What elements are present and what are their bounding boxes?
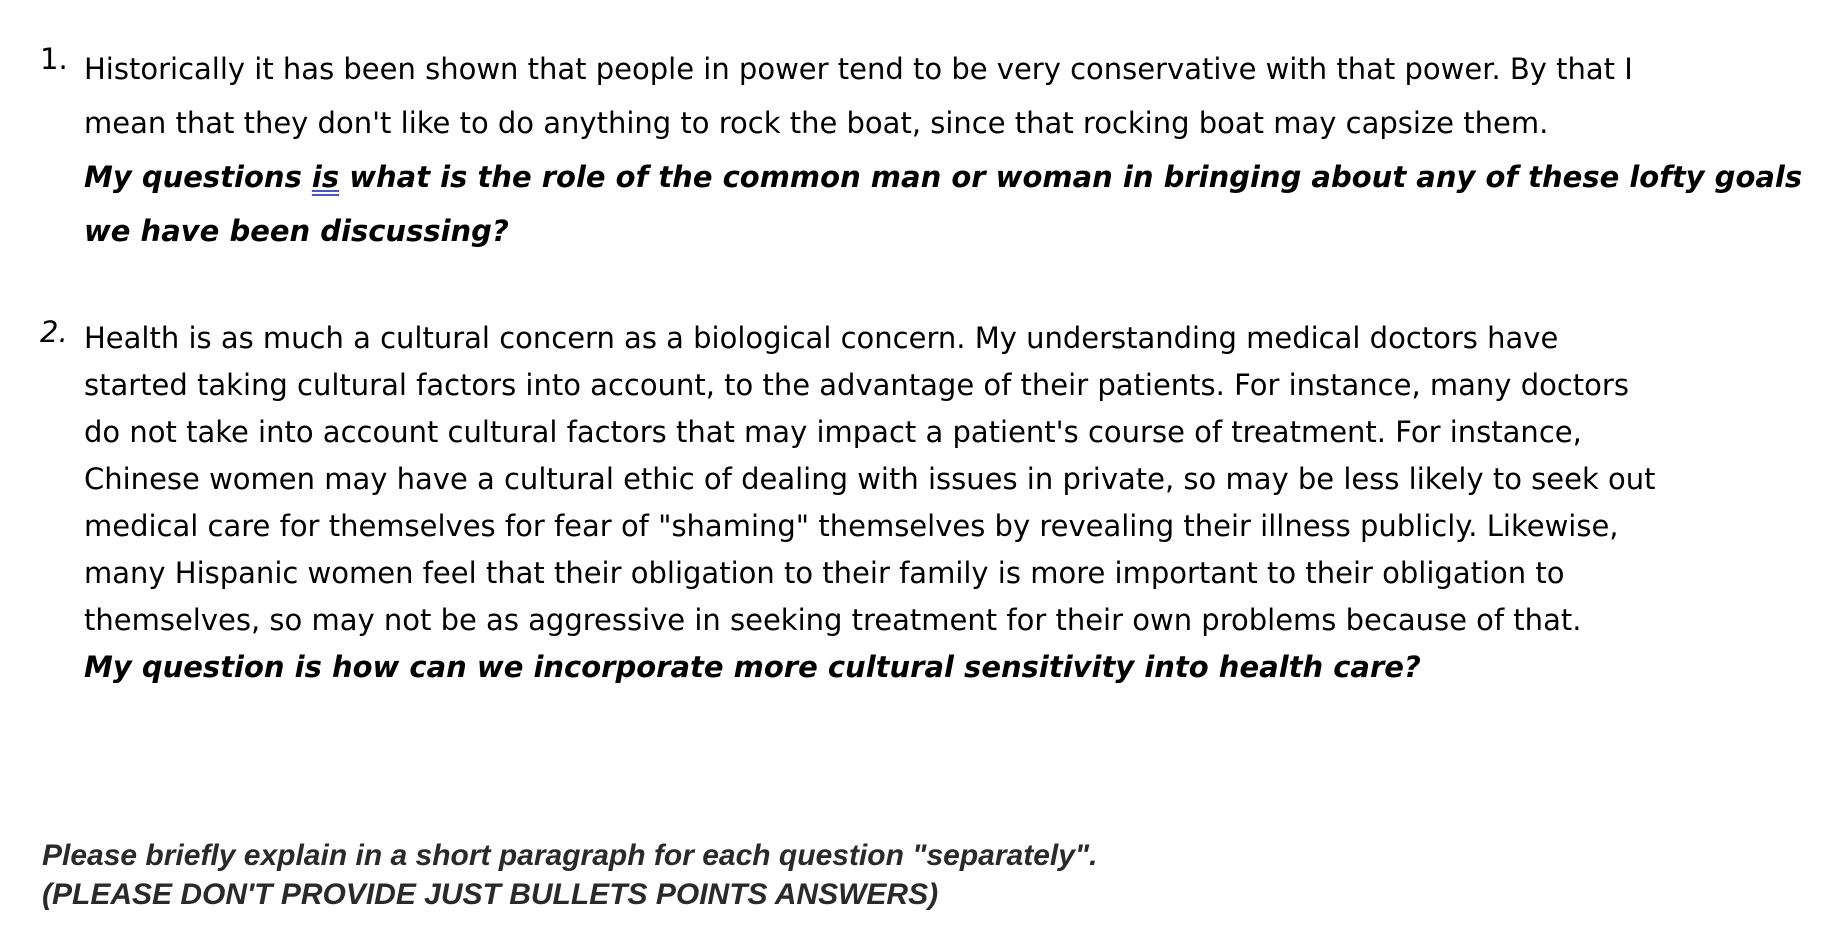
- grammar-flagged-word[interactable]: is: [311, 160, 340, 194]
- instructions-note: [42, 836, 1097, 914]
- paragraph-line: many Hispanic women feel that their obligation to their family is more important to their obligation to: [84, 556, 1565, 590]
- question-text: [84, 150, 1804, 204]
- paragraph-line: Chinese women may have a cultural ethic of dealing with issues in private, so may be less likely to seek out: [84, 462, 1656, 496]
- paragraph-line: Health is as much a cultural concern as a biological concern. My understanding medical doctors have: [84, 321, 1559, 355]
- question-text-start: My questions: [84, 160, 312, 194]
- instructions-line-2: (PLEASE DON'T PROVIDE JUST BULLETS POINTS ANSWERS): [42, 878, 939, 911]
- paragraph-line: medical care for themselves for fear of "shaming" themselves by revealing their illness publicly. Likewise,: [84, 509, 1619, 543]
- list-number-1: 1.: [40, 42, 68, 76]
- paragraph-line: mean that they don't like to do anything to rock the boat, since that rocking boat may capsize them.: [84, 106, 1549, 140]
- question-text-end: what is the role of the common man or woman in bringing about any of these lofty goals: [339, 160, 1803, 194]
- paragraph-line: do not take into account cultural factors that may impact a patient's course of treatment. For instance,: [84, 415, 1582, 449]
- instructions-line-1: Please briefly explain in a short paragraph for each question "separately".: [42, 839, 1098, 872]
- question-text-line-2: we have been discussing?: [84, 214, 509, 248]
- list-item-2-text: [84, 315, 1804, 691]
- paragraph-line: started taking cultural factors into account, to the advantage of their patients. For instance, many doctors: [84, 368, 1629, 402]
- question-text: My question is how can we incorporate more cultural sensitivity into health care?: [84, 650, 1421, 684]
- list-number-2: 2.: [40, 315, 68, 349]
- paragraph-line: Historically it has been shown that people in power tend to be very conservative with that power. By that I: [84, 52, 1633, 86]
- list-item-1-text: [84, 42, 1804, 258]
- paragraph-line: themselves, so may not be as aggressive in seeking treatment for their own problems because of that.: [84, 603, 1582, 637]
